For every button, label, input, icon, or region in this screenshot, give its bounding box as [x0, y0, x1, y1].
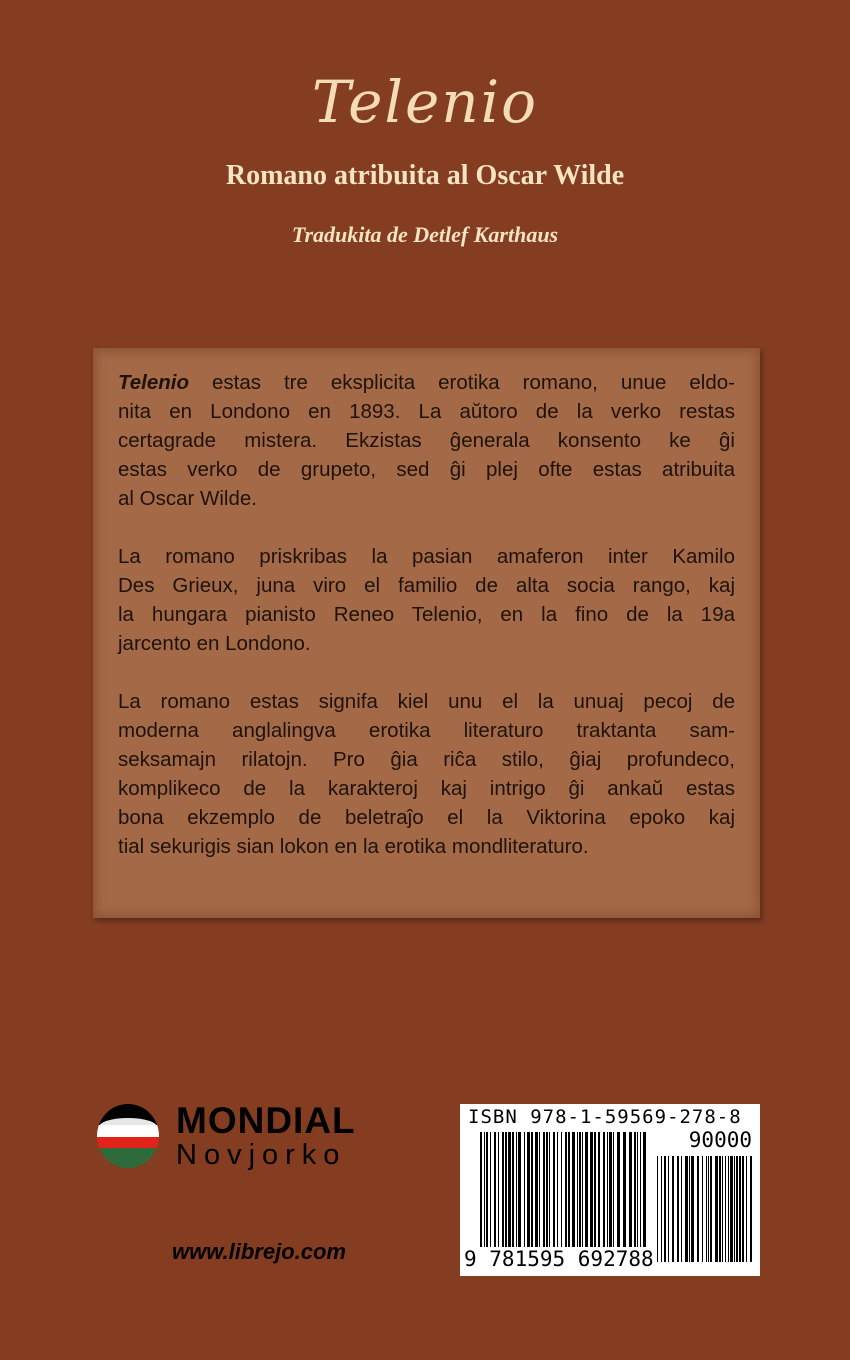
- barcode-bar: [685, 1156, 688, 1262]
- barcode-bar: [572, 1132, 575, 1264]
- blurb-text: [118, 368, 735, 890]
- barcode-bar: [706, 1156, 707, 1262]
- translator-credit: Tradukita de Detlef Karthaus: [291, 222, 559, 247]
- publisher-city: Novjorko: [176, 1139, 347, 1171]
- barcode-bar: [739, 1156, 741, 1262]
- barcode-bar: [668, 1156, 669, 1262]
- barcode-bar: [516, 1132, 517, 1264]
- blurb-line: seksamajn rilatojn. Pro ĝia riĉa stilo, ĝiaj profundeco,: [118, 748, 735, 771]
- blurb-paragraph: [118, 368, 735, 513]
- barcode-bar: [661, 1156, 662, 1262]
- barcode-bar: [708, 1156, 709, 1262]
- barcode-bar: [546, 1132, 548, 1264]
- barcode-bar: [490, 1132, 491, 1264]
- barcode-bar: [719, 1156, 721, 1262]
- blurb-line: tial sekurigis sian lokon en la erotika mondliteraturo.: [118, 835, 589, 858]
- barcode-bar: [585, 1132, 588, 1264]
- barcode-bar: [672, 1156, 674, 1262]
- barcode-bar: [746, 1156, 747, 1262]
- barcode-bar: [535, 1132, 538, 1264]
- blurb-line: Des Grieux, juna viro el familio de alta socia rango, kaj: [118, 574, 735, 597]
- barcode-bar: [609, 1132, 612, 1264]
- barcode-bar: [623, 1132, 626, 1264]
- barcode-bar: [557, 1132, 558, 1264]
- barcode-bar: [543, 1132, 545, 1264]
- barcode-bar: [603, 1132, 605, 1264]
- barcode-bar: [539, 1132, 540, 1264]
- barcode-bar: [637, 1132, 638, 1264]
- barcode-bar: [527, 1132, 530, 1264]
- blurb-line: La romano estas signifa kiel unu el la unuaj pecoj de: [118, 690, 735, 713]
- barcode-bar: [498, 1132, 499, 1264]
- barcode-bar: [702, 1156, 703, 1262]
- barcode-bar: [486, 1132, 488, 1264]
- blurb-line: La romano priskribas la pasian amaferon inter Kamilo: [118, 545, 735, 568]
- barcode-bar: [598, 1132, 600, 1264]
- barcode-bar: [728, 1156, 729, 1262]
- blurb-line: certagrade mistera. Ekzistas ĝenerala konsento ke ĝi: [118, 429, 735, 452]
- book-subtitle: Romano atribuita al Oscar Wilde: [225, 160, 625, 191]
- barcode-bar: [484, 1132, 485, 1264]
- barcode-bar: [677, 1156, 679, 1262]
- barcode-bar: [524, 1132, 525, 1264]
- blurb-line: jarcento en Londono.: [118, 632, 311, 655]
- barcode-bar: [565, 1132, 567, 1264]
- ean-digits: 9 781595 692788: [464, 1247, 654, 1271]
- barcode-bar: [715, 1156, 718, 1262]
- barcode-bar: [549, 1132, 550, 1264]
- barcode-bar: [634, 1132, 636, 1264]
- barcode-bar: [657, 1156, 658, 1262]
- barcode-bar: [736, 1156, 738, 1262]
- blurb-line: komplikeco de la karakteroj kaj intrigo ĝi ankaŭ estas: [118, 777, 735, 800]
- barcode-bar: [697, 1156, 699, 1262]
- barcode-bar: [734, 1156, 735, 1262]
- barcode-bar: [568, 1132, 570, 1264]
- isbn-barcode: [460, 1104, 760, 1276]
- barcode-bar: [664, 1156, 666, 1262]
- barcode-bar: [689, 1156, 690, 1262]
- blurb-line: Telenio estas tre eksplicita erotika romano, unue eldo-: [118, 371, 735, 394]
- barcode-bar: [505, 1132, 507, 1264]
- blurb-line: estas verko de grupeto, sed ĝi plej ofte estas atribuita: [118, 458, 735, 481]
- barcode-bar: [494, 1132, 496, 1264]
- blurb-line: nita en Londono en 1893. La aŭtoro de la verko restas: [118, 400, 735, 423]
- publisher-logo-icon: [96, 1103, 162, 1169]
- barcode-bar: [613, 1132, 614, 1264]
- barcode-bar: [742, 1156, 744, 1262]
- barcode-bar: [681, 1156, 682, 1262]
- barcode-bar: [710, 1156, 712, 1262]
- publisher-name: MONDIAL: [176, 1100, 356, 1141]
- barcode-bar: [629, 1132, 632, 1264]
- blurb-line: la hungara pianisto Reneo Telenio, en la fino de la 19a: [118, 603, 735, 626]
- barcode-bar: [561, 1132, 562, 1264]
- barcode-bar: [553, 1132, 555, 1264]
- barcode-bar: [725, 1156, 726, 1262]
- barcode-bar: [607, 1132, 608, 1264]
- barcode-bar: [512, 1132, 514, 1264]
- barcode-bar: [518, 1132, 521, 1264]
- barcode-bar: [750, 1156, 752, 1262]
- barcode-bar: [691, 1156, 694, 1262]
- barcode-bar: [480, 1132, 482, 1264]
- blurb-paragraph: [118, 542, 735, 658]
- blurb-line: moderna anglalingva erotika literaturo traktanta sam-: [118, 719, 735, 742]
- barcode-bar: [643, 1132, 646, 1264]
- barcode-bar: [722, 1156, 723, 1262]
- blurb-line: al Oscar Wilde.: [118, 487, 257, 510]
- publisher-url[interactable]: www.librejo.com: [172, 1239, 346, 1264]
- barcode-bar: [594, 1132, 596, 1264]
- blurb-paragraph: [118, 687, 735, 861]
- blurb-title-emphasis: Telenio: [118, 371, 189, 394]
- barcode-bar: [640, 1132, 641, 1264]
- blurb-line: bona ekzemplo de beletraĵo el la Viktorina epoko kaj: [118, 806, 735, 829]
- barcode-bar: [531, 1132, 533, 1264]
- price-addon: 90000: [688, 1128, 752, 1152]
- isbn-label: ISBN 978-1-59569-278-8: [468, 1106, 742, 1128]
- book-title: Telenio: [311, 68, 539, 136]
- barcode-bar: [508, 1132, 511, 1264]
- barcode-bar: [582, 1132, 583, 1264]
- barcode-bar: [617, 1132, 620, 1264]
- barcode-bar: [590, 1132, 593, 1264]
- barcode-bar: [577, 1132, 578, 1264]
- barcode-bar: [579, 1132, 581, 1264]
- barcode-bar: [730, 1156, 733, 1262]
- barcode-bar: [502, 1132, 504, 1264]
